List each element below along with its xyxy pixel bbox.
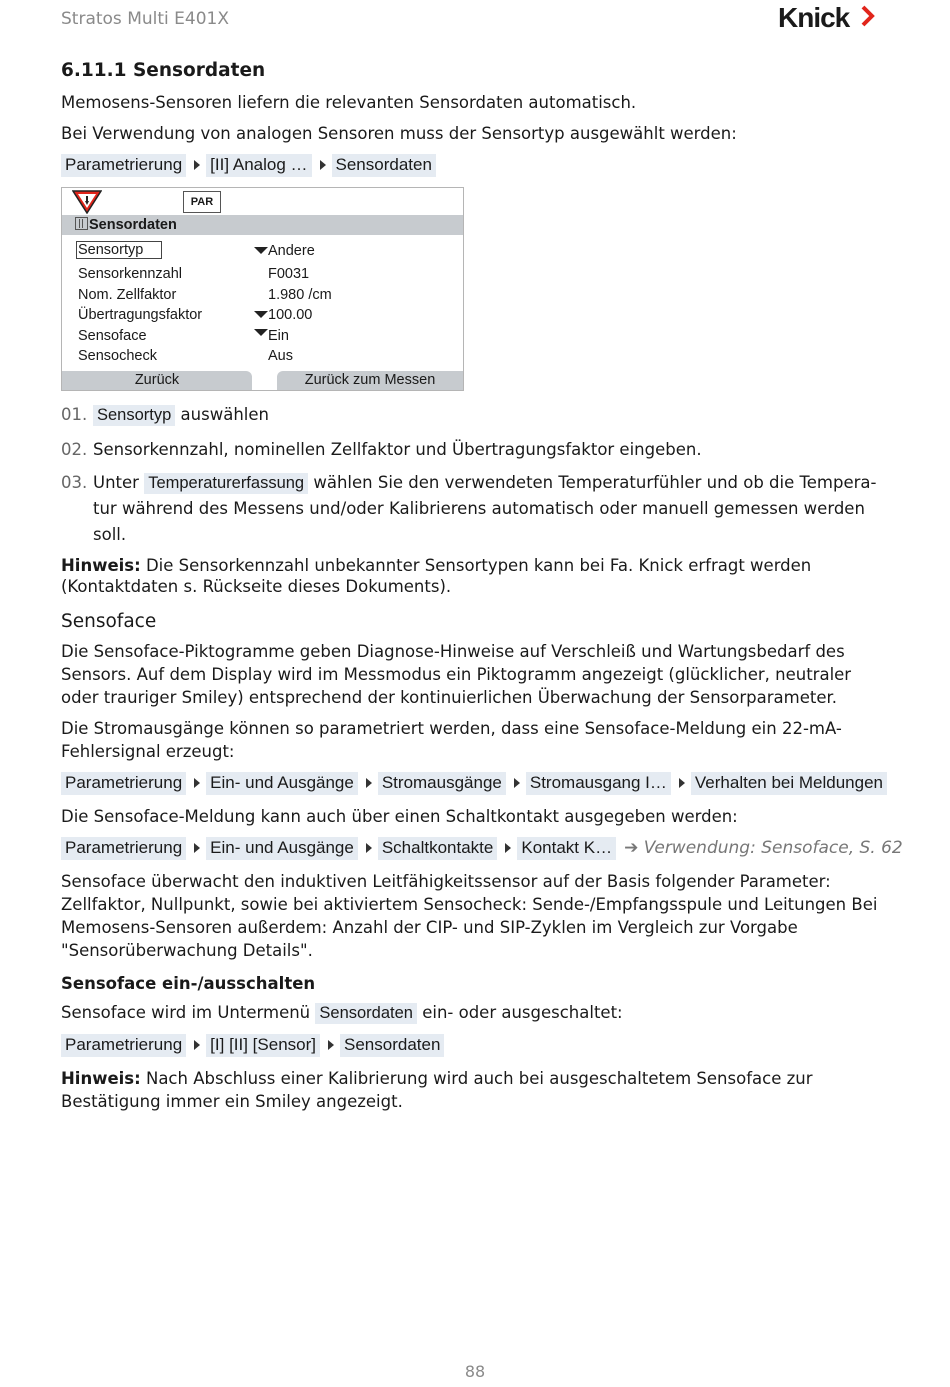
note-1 [61,555,891,597]
breadcrumb-sensor [61,1033,891,1057]
triangle-right-icon [320,160,326,170]
breadcrumb-item: Parametrierung [61,772,186,795]
step-text-rest: auswählen [175,405,269,424]
intro-paragraph-2: Bei Verwendung von analogen Sensoren muss der Sensortyp ausgewählt werden: [61,124,737,143]
row-label: Sensortyp [76,241,162,259]
chevron-right-icon [861,5,875,31]
triangle-right-icon [366,778,372,788]
sensoface-paragraph-2: Die Stromausgänge können so parametriert werden, dass eine Sensoface-Meldung ein 22-mA-Fehlersignal erzeugt: [61,719,842,761]
step-number: 02. [61,440,88,459]
document-title: Stratos Multi E401X [61,9,229,29]
step-text: Sensorkennzahl, nominellen Zellfaktor und Übertragungsfaktor eingeben. [93,440,702,459]
step-text-rest: wählen Sie den verwendeten Temperaturfühler und ob die Temperatur während des Messens und/oder Kalibrierens automatisch oder manuell gemessen werden soll. [93,473,877,544]
dropdown-arrow-icon [254,247,268,254]
screen-title: Sensordaten [89,217,177,233]
mode-badge: PAR [183,191,221,213]
dropdown-arrow-icon [254,311,268,318]
cross-reference-link[interactable]: ➔ Verwendung: Sensoface, S. 62 [624,838,903,858]
triangle-right-icon [679,778,685,788]
triangle-right-icon [328,1040,334,1050]
breadcrumb-item: Ein- und Ausgänge [206,772,358,795]
logo-text: Knick [778,2,850,33]
back-to-measure-button[interactable]: Zurück zum Messen [277,371,463,390]
intro-paragraph-1: Memosens-Sensoren liefern die relevanten Sensordaten automatisch. [61,93,637,112]
breadcrumb-schaltkontakt [61,836,903,860]
row-label: Übertragungsfaktor [78,307,203,323]
note-label: Hinweis: [61,556,141,575]
sensoface-paragraph-3: Die Sensoface-Meldung kann auch über einen Schaltkontakt ausgegeben werden: [61,807,738,826]
breadcrumb-item: Sensordaten [332,154,436,177]
breadcrumb-item: Parametrierung [61,154,186,177]
row-label: Sensoface [78,328,147,344]
breadcrumb-item: Ein- und Ausgänge [206,837,358,860]
note-text: Nach Abschluss einer Kalibrierung wird auch bei ausgeschaltetem Sensoface zur Bestätigung immer ein Smiley angezeigt. [61,1069,813,1111]
toggle-text-post: ein- oder ausgeschaltet: [416,1003,623,1022]
triangle-right-icon [505,843,511,853]
triangle-right-icon [194,778,200,788]
breadcrumb-item: Parametrierung [61,837,186,860]
toggle-heading: Sensoface ein-/ausschalten [61,974,316,993]
step-text [93,470,891,548]
warning-triangle-icon [72,190,102,218]
ui-term: Temperaturerfassung [144,473,308,494]
ui-term: Sensordaten [315,1003,417,1024]
breadcrumb-item: Kontakt K… [517,837,616,860]
screen-title-bar [62,215,463,235]
back-button[interactable]: Zurück [62,371,252,390]
step-text [93,401,269,429]
toggle-text-pre: Sensoface wird im Untermenü [61,1003,316,1022]
row-value: Aus [268,348,293,364]
sensoface-heading: Sensoface [61,611,157,632]
step-2 [61,436,891,463]
triangle-right-icon [194,160,200,170]
breadcrumb-item: Sensordaten [340,1034,444,1057]
page-content [61,60,903,1121]
device-display-screenshot [61,187,464,391]
breadcrumb-sensordaten [61,153,891,177]
row-value: Ein [268,328,289,344]
breadcrumb-item: Verhalten bei Meldungen [691,772,887,795]
breadcrumb-item: [II] Analog … [206,154,311,177]
note-text: Die Sensorkennzahl unbekannter Sensortypen kann bei Fa. Knick erfragt werden (Kontaktdaten s. Rückseite dieses Dokuments). [61,556,812,596]
toggle-paragraph [61,1001,891,1025]
row-value: 100.00 [268,307,313,323]
sensoface-paragraph-4: Sensoface überwacht den induktiven Leitfähigkeitssensor auf der Basis folgender Parameter: Zellfaktor, Nullpunkt, sowie bei aktiviertem Sensocheck: Sende-/Empfangsspule und Leitungen Bei Memosens-Sensoren außerdem: Anzahl der CIP- und SIP-Zyklen im Vergleich zur Vorgabe "Sensorüberwachung Details". [61,872,878,960]
note-2 [61,1067,891,1113]
breadcrumb-item: Stromausgänge [378,772,506,795]
triangle-right-icon [514,778,520,788]
page-number: 88 [464,1362,486,1381]
screen-row-sensortyp[interactable] [78,242,458,260]
step-text-pre: Unter [93,473,145,492]
row-label: Sensorkennzahl [78,266,182,282]
breadcrumb-item: Parametrierung [61,1034,186,1057]
screen-row-sensorkennzahl[interactable] [78,265,458,283]
ui-term: Sensortyp [93,405,175,426]
dropdown-arrow-icon [254,329,268,336]
note-label: Hinweis: [61,1069,141,1088]
section-title: 6.11.1 Sensordaten [61,60,266,81]
breadcrumb-stromausgang [61,771,891,795]
row-label: Sensocheck [78,348,157,364]
breadcrumb-item: Schaltkontakte [378,837,498,860]
screen-row-uebertragungsfaktor[interactable] [78,306,458,324]
breadcrumb-item: Stromausgang I… [526,772,671,795]
triangle-right-icon [366,843,372,853]
step-number: 03. [61,473,88,492]
breadcrumb-item: [I] [II] [Sensor] [206,1034,320,1057]
row-value: Andere [268,243,315,259]
screen-row-sensocheck[interactable] [78,347,458,365]
step-1 [61,401,891,429]
row-label: Nom. Zellfaktor [78,287,177,303]
sensoface-paragraph-1: Die Sensoface-Piktogramme geben Diagnose-Hinweise auf Verschleiß und Wartungsbedarf des Sensors. Auf dem Display wird im Messmodus ein Piktogramm angezeigt (glücklicher, neutraler oder trauriger Smiley) entsprechend der kontinuierlichen Überwachung der Sensorparameter. [61,642,852,707]
screen-row-zellfaktor[interactable] [78,286,458,304]
screen-row-sensoface[interactable] [78,327,458,345]
triangle-right-icon [194,1040,200,1050]
row-value: F0031 [268,266,310,282]
row-value: 1.980 /cm [268,287,332,303]
brand-logo [778,2,875,34]
step-number: 01. [61,405,88,424]
triangle-right-icon [194,843,200,853]
channel-II-icon [75,217,88,230]
step-3 [61,470,891,548]
